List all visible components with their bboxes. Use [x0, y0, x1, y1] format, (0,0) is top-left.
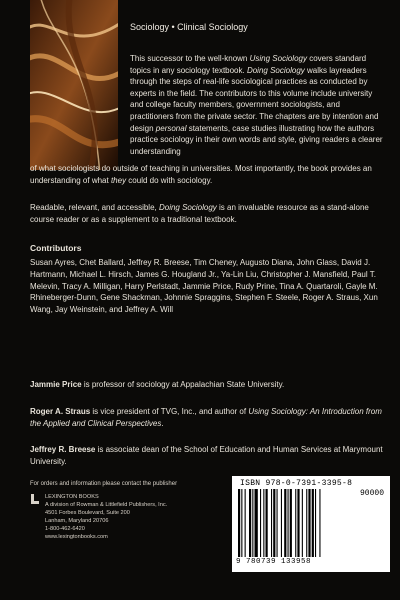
editor-bio-straus: Roger A. Straus is vice president of TVG, Inc., and author of Using Sociology: An Introduction from the Applied and Clinical Perspectives. [30, 407, 382, 428]
description-paragraph: This successor to the well-known Using Sociology covers standard topics in any sociology textbook. Doing Sociology walks layreaders through the steps of real-life sociological practices as conducted by experts in the field. The contributors to this volume include university and college faculty members, government sociologists, and practitioners from the private sector. The chapters are by intention and design personal statements, case studies illustrating how the authors practice sociology in their own words and style, giving readers a clearer understanding [130, 54, 383, 156]
category-label: Sociology • Clinical Sociology [130, 22, 248, 32]
publisher-phone: 1-800-462-6420 [45, 526, 85, 532]
publisher-name: LEXINGTON BOOKS [45, 494, 99, 500]
editor-bio-price: Jammie Price is professor of sociology at Appalachian State University. [30, 380, 285, 389]
editor-bio-breese: Jeffrey R. Breese is associate dean of the School of Education and Human Services at Marymount University. [30, 445, 383, 466]
publisher-address: 4501 Forbes Boulevard, Suite 200 [45, 510, 130, 516]
publisher-division: A division of Rowman & Littlefield Publishers, Inc. [45, 502, 168, 508]
summary-paragraph: Readable, relevant, and accessible, Doing Sociology is an invaluable resource as a stand-alone course reader or as a supplement to a traditional textbook. [30, 203, 369, 224]
lexington-logo-icon [30, 493, 40, 505]
isbn-barcode [232, 476, 390, 572]
cover-art-image [30, 0, 118, 170]
description-paragraph-continued: of what sociologists do outside of teaching in universities. Most importantly, the book provides an understanding of what they could do with sociology. [30, 164, 372, 185]
publisher-block [45, 493, 167, 541]
publisher-city: Lanham, Maryland 20706 [45, 518, 109, 524]
isbn-text: ISBN 978-0-7391-3395-8 [240, 479, 353, 488]
barcode-bars [238, 489, 384, 559]
price-code: 90000 [359, 489, 384, 498]
publisher-website: www.lexingtonbooks.com [45, 534, 108, 540]
contributors-list: Susan Ayres, Chet Ballard, Jeffrey R. Breese, Tim Cheney, Augusto Diana, John Glass, David J. Hartmann, Michael L. Hirsch, James G. Hougland Jr., Ya-Lin Liu, Christopher J. Mansfield, Paul T. Melevin, Tracy A. Milligan, Harry Perlstadt, Jammie Price, Rudy Prine, Tina A. Quartaroli, Gayle M. Rhineberger-Dunn, Gene Shackman, Johnnie Spraggins, Stephen F. Steele, Roger A. Straus, Xun Wang, Jay Weinstein, and Jeffrey A. Will [30, 258, 378, 315]
barcode-number: 9 780739 133958 [236, 558, 312, 566]
order-note: For orders and information please contact the publisher [30, 481, 178, 487]
contributors-heading: Contributors [30, 243, 82, 253]
